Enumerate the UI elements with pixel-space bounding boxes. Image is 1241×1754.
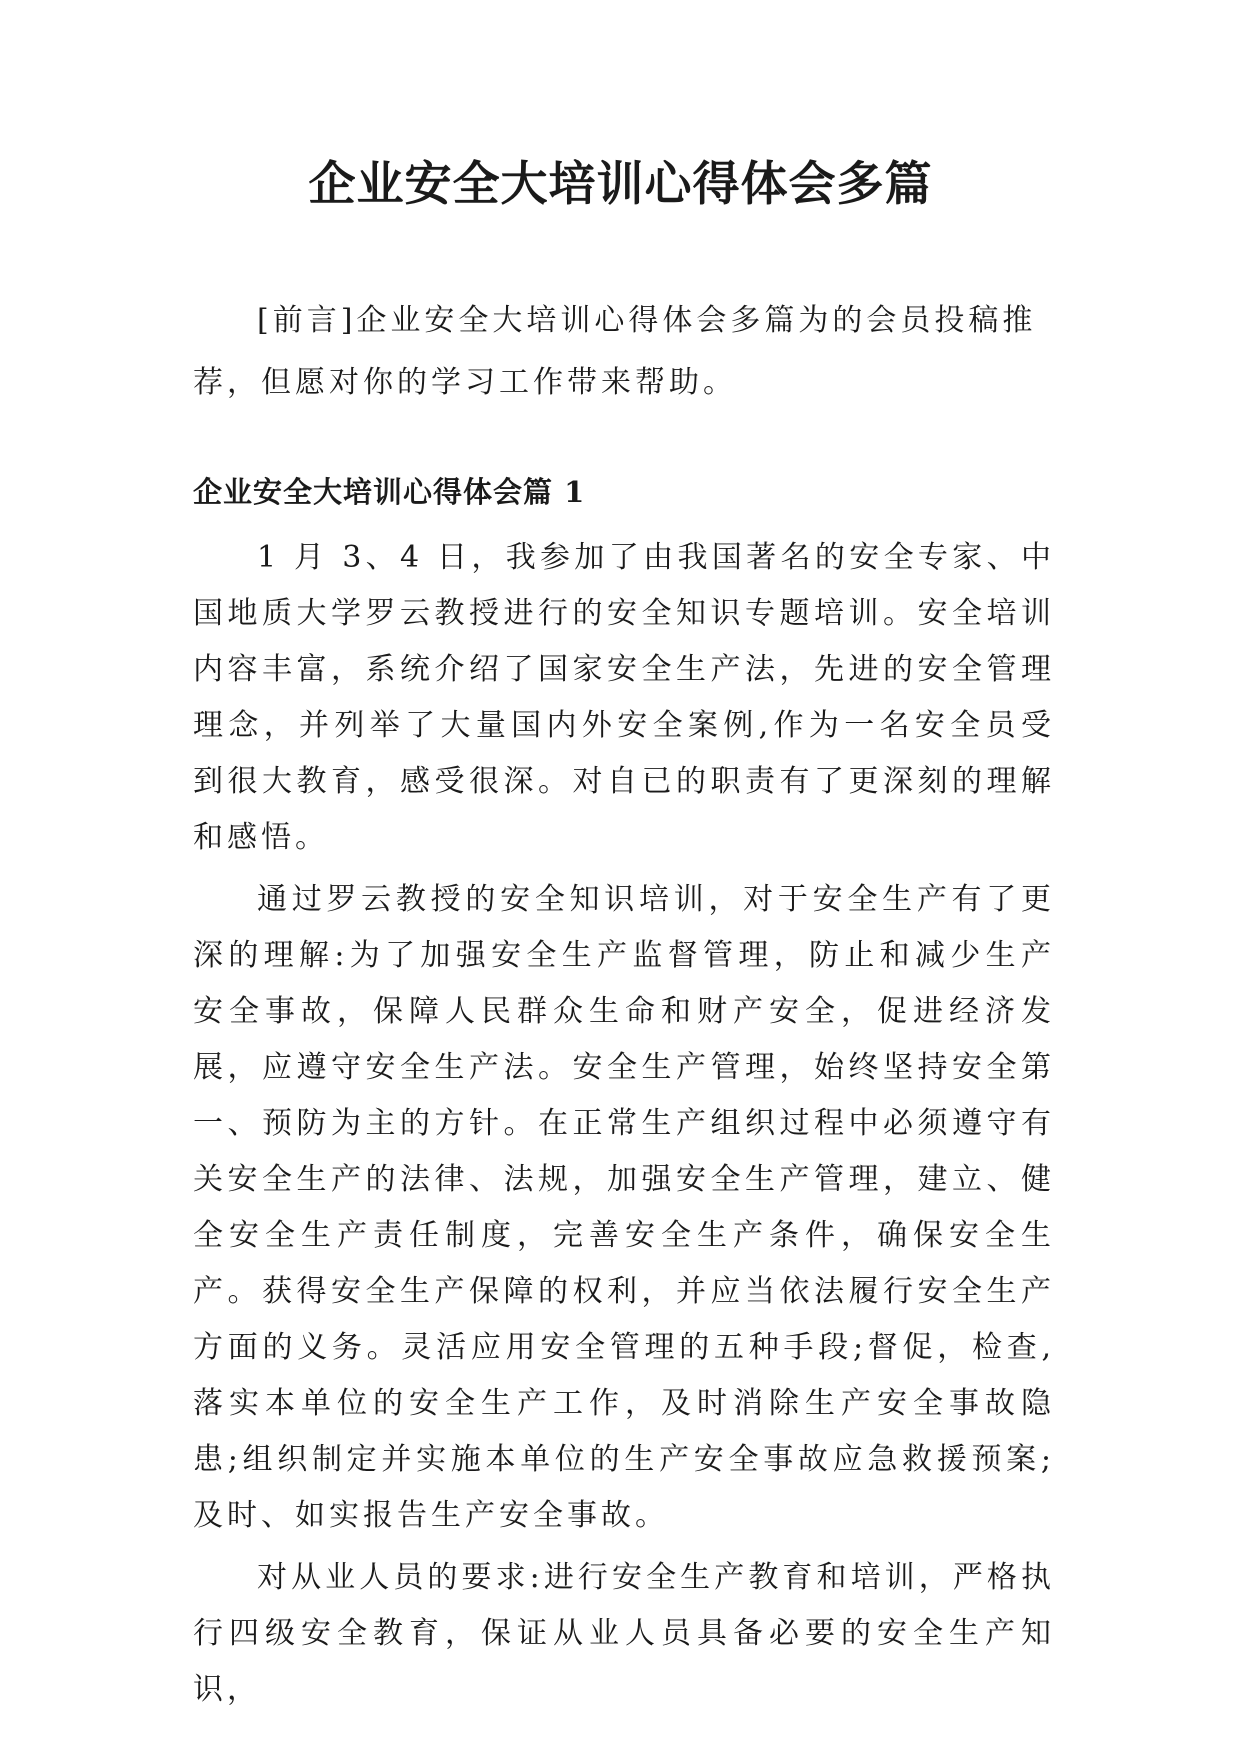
article-body (193, 530, 1055, 1724)
body-paragraph: 通过罗云教授的安全知识培训，对于安全生产有了更深的理解:为了加强安全生产监督管理，防止和减少生产安全事故，保障人民群众生命和财产安全，促进经济发展，应遵守安全生产法。安全生产管理，始终坚持安全第一、预防为主的方针。在正常生产组织过程中必须遵守有关安全生产的法律、法规，加强安全生产管理，建立、健全安全生产责任制度，完善安全生产条件，确保安全生产。获得安全生产保障的权利，并应当依法履行安全生产方面的义务。灵活应用安全管理的五种手段;督促，检查,落实本单位的安全生产工作，及时消除生产安全事故隐患;组织制定并实施本单位的生产安全事故应急救援预案;及时、如实报告生产安全事故。 (193, 882, 1055, 1533)
body-paragraph: 1 月 3、4 日，我参加了由我国著名的安全专家、中国地质大学罗云教授进行的安全知识专题培训。安全培训内容丰富，系统介绍了国家安全生产法，先进的安全管理理念，并列举了大量国内外安全案例,作为一名安全员受到很大教育，感受很深。对自已的职责有了更深刻的理解和感悟。 (193, 540, 1055, 855)
preface-paragraph: [前言]企业安全大培训心得体会多篇为的会员投稿推荐，但愿对你的学习工作带来帮助。 (193, 303, 1037, 400)
page-title: 企业安全大培训心得体会多篇 (308, 157, 933, 212)
body-paragraph: 对从业人员的要求:进行安全生产教育和培训，严格执行四级安全教育，保证从业人员具备必要的安全生产知识， (193, 1560, 1055, 1707)
section-heading: 企业安全大培训心得体会篇 1 (193, 475, 586, 509)
